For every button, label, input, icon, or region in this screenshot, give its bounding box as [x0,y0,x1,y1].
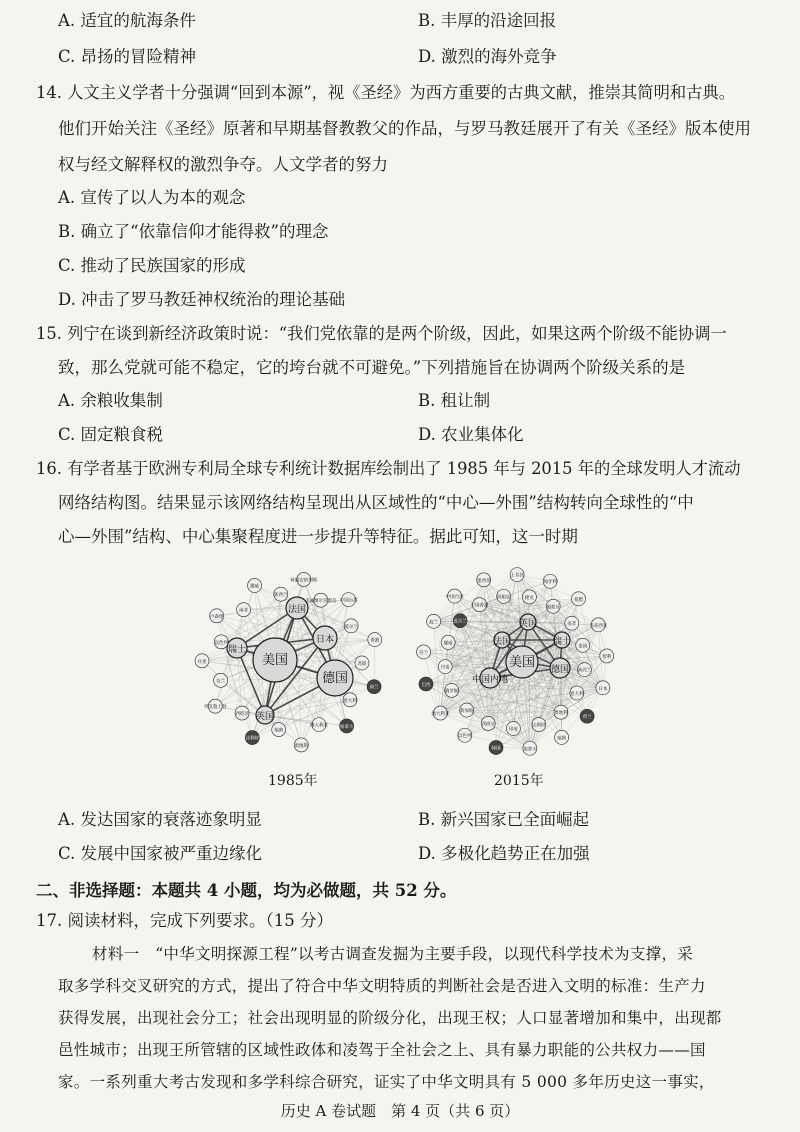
q16-stem-line2: 网络结构图。结果显示该网络结构呈现出从区域性的“中心—外围”结构转向全球性的“中 [58,493,694,512]
network-label: 列支敦士登 [204,705,227,711]
q15-option-a[interactable]: A. 余粮收集制 [58,391,163,410]
q17-stem: 17. 阅读材料，完成下列要求。（15 分） [36,911,333,930]
q16-option-c[interactable]: C. 发展中国家被严重边缘化 [58,844,263,863]
network-label: 比利时 [245,736,260,742]
network-label: 捷克 [524,595,534,601]
network-label: 新西兰 [274,593,288,599]
network-label: 马来西亚 [589,623,608,629]
q13-option-b[interactable]: B. 丰厚的沿途回报 [418,11,557,30]
network-label: 爱尔兰 [344,624,358,630]
q16-stem-line1: 16. 有学者基于欧洲专利局全球专利统计数据库绘制出了 1985 年与 2015 年的全球发明人才流动 [36,459,741,478]
network-label: 中国台湾 [339,598,358,604]
q16-option-a[interactable]: A. 发达国家的衰落迹象明显 [58,810,262,829]
network-label: 俄罗斯 [444,689,459,695]
network-label: 荷兰 [582,715,592,721]
network-label: 波兰 [429,620,439,626]
q15-option-d[interactable]: D. 农业集体化 [418,425,524,444]
network-label: 法国 [492,637,512,647]
network-label: 土耳其 [510,573,524,579]
q17-material1-line5: 家。一系列重大考古发现和多学科综合研究，证实了中华文明具有 5 000 多年历史这一事实， [58,1073,715,1091]
network-label: 荷兰 [369,685,379,691]
network-label: 韩国 [491,746,501,752]
figure-caption-1985: 1985年 [268,773,318,789]
network-label: 以色列 [458,734,472,740]
network-label: 瑞典 [274,728,284,734]
network-figure-1985 [185,560,395,765]
network-label: 希腊 [574,597,584,603]
q17-material1-line3: 获得发展，出现社会分工；社会出现明显的阶级分化，出现王权；人口显著增加和集中，出现都 [58,1009,722,1027]
network-label: 西班牙 [481,722,495,728]
network-label: 日本 [315,635,335,645]
q16-option-d[interactable]: D. 多极化趋势正在加强 [418,844,590,863]
network-label: 香港 [370,638,380,644]
q15-stem-line2: 致，那么党就可能不稳定，它的垮台就不可避免。”下列措施旨在协调两个阶级关系的是 [58,358,686,377]
network-label: 比利时 [532,723,546,729]
section-heading-nonchoice: 二、非选择题：本题共 4 小题，均为必做题，共 52 分。 [36,881,457,900]
q15-option-b[interactable]: B. 租让制 [418,391,491,410]
network-label: 奥地利 [294,743,309,749]
network-label: 瑞典 [557,736,567,742]
network-label: 南非 [239,608,249,614]
q14-stem-line3: 权与经文解释权的激烈争夺。人文学者的努力 [58,155,388,174]
q15-stem-line1: 15. 列宁在谈到新经济政策时说：“我们党依靠的是两个阶级，因此，如果这两个阶级不能协调一 [36,324,727,343]
network-label: 德国 [321,671,349,686]
q14-stem-line1: 14. 人文主义学者十分强调“回到本源”，视《圣经》为西方重要的古典文献，推崇其简明和古典。 [36,83,735,102]
network-label: 卢森堡 [209,614,224,620]
figure-caption-2015: 2015年 [494,773,544,789]
network-label: 德国 [550,665,570,675]
network-label: 挪威 [250,584,260,590]
network-label: 挪威 [443,641,453,647]
network-label: 荷属安的列斯 [290,578,318,584]
network-label: 芬兰 [216,679,226,685]
q14-option-d[interactable]: D. 冲击了罗马教廷神权统治的理论基础 [58,290,346,309]
network-label: 美属维尔京群岛 [305,599,337,605]
network-label: 中国香港 [470,603,489,609]
q13-option-d[interactable]: D. 激烈的海外竞争 [418,47,557,66]
network-label: 美国 [261,653,289,668]
network-label: 瑞士 [552,637,572,647]
network-label: 以色列 [214,640,228,646]
network-label: 阿根廷 [496,595,511,601]
network-label: 加拿大 [339,724,354,730]
network-label: 法国 [287,605,307,615]
q17-material1-line4: 邑性城市；出现王所管辖的区域性政体和凌驾于全社会之上、具有暴力职能的公共权力——国 [58,1041,706,1059]
network-label: 中国内地 [471,675,509,685]
network-label: 墨西哥 [476,578,491,584]
network-label: 瑞士 [227,645,247,655]
network-label: 爱尔兰 [453,619,467,625]
network-figure-2015 [410,560,620,765]
network-label: 泰国 [578,644,588,650]
network-label: 澳大利亚 [309,723,328,729]
network-label: 奥地利 [554,711,568,717]
q14-option-a[interactable]: A. 宣传了以人为本的观念 [58,188,246,207]
network-label: 意大利 [570,691,584,697]
q15-option-c[interactable]: C. 固定粮食税 [58,425,164,444]
network-label: 印度 [508,727,518,733]
q13-option-a[interactable]: A. 适宜的航海条件 [58,11,196,30]
network-label: 中国台湾 [445,595,464,601]
network-label: 丹麦 [440,665,450,671]
network-label: 澳大利亚 [431,712,450,718]
q17-material1-line2: 取多学科交叉研究的方式，提出了符合中华文明特质的判断社会是否进入文明的标准：生产力 [58,977,706,995]
q13-option-c[interactable]: C. 昂扬的冒险精神 [58,47,197,66]
q14-option-c[interactable]: C. 推动了民族国家的形成 [58,256,246,275]
network-label: 新西兰 [577,668,592,674]
q16-stem-line3: 心—外围”结构、中心集聚程度进一步提升等特征。据此可知，这一时期 [58,527,578,546]
network-label: 匈牙利 [543,580,557,586]
network-label: 新加坡 [459,709,474,715]
network-label: 葡萄牙 [546,605,560,611]
network-label: 英国 [255,712,275,722]
network-label: 苏联 [357,661,367,667]
q14-stem-line2: 他们开始关注《圣经》原著和早期基督教教父的作品，与罗马教廷展开了有关《圣经》版本使用 [58,119,751,138]
network-label: 美国 [508,655,536,670]
network-label: 巴西 [421,682,431,688]
network-label: 英国 [518,619,538,629]
network-label: 丹麦 [197,659,207,665]
q14-option-b[interactable]: B. 确立了“依靠信仰才能得救”的理念 [58,222,329,241]
network-label: 智利 [602,654,612,660]
network-label: 意大利 [343,698,357,704]
network-label: 西班牙 [235,712,249,718]
network-label: 南非 [567,622,577,628]
network-label: 加拿大 [523,747,537,753]
q16-option-b[interactable]: B. 新兴国家已全面崛起 [418,810,590,829]
network-label: 日本 [598,686,608,692]
q17-material1-line1: 材料一 “中华文明探源工程”以考古调查发掘为主要手段，以现代科学技术为支撑，采 [92,945,694,963]
page-footer: 历史 A 卷试题 第 4 页（共 6 页） [280,1102,520,1120]
network-label: 芬兰 [419,650,429,656]
